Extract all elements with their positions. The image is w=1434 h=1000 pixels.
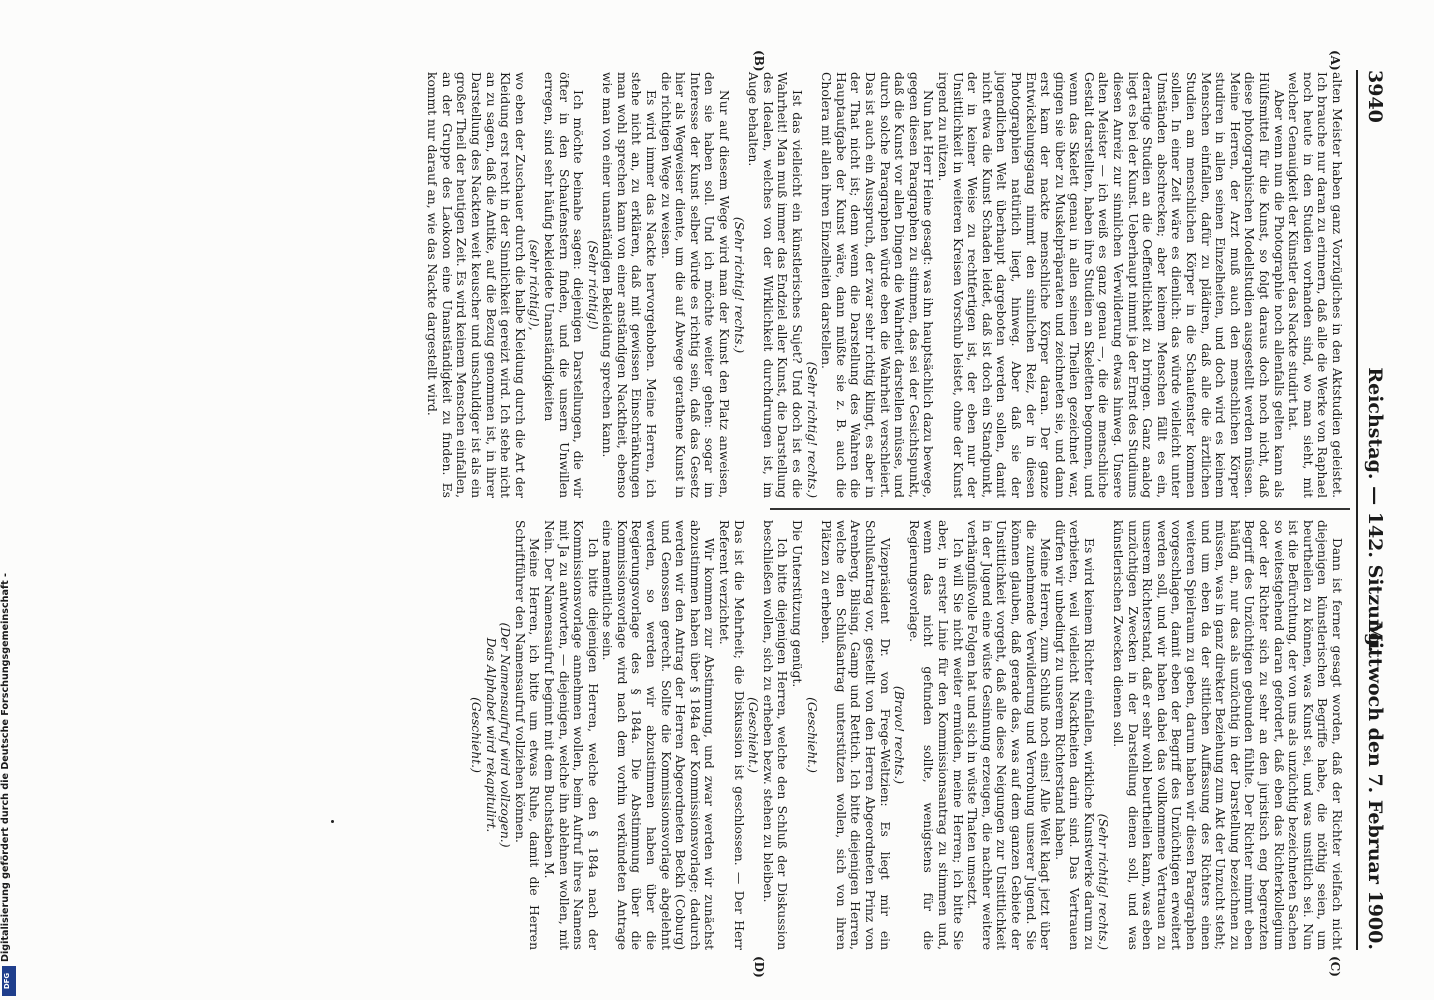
margin-marker-d: (D) bbox=[752, 956, 766, 978]
left-column-paragraph: (sehr richtig!), bbox=[527, 239, 542, 331]
header-rule bbox=[1356, 70, 1358, 950]
left-column-paragraph: Ist das vielleicht ein künstlerisches Sujet? Und doch ist es die Wahrheit! Man muß immer das Endziel aller Kunst, die Darstellung des Idealen, welches von der Wirklichkeit durchdrungen ist, im Auge behalten. bbox=[746, 72, 805, 498]
margin-marker-a: (A) bbox=[1328, 50, 1342, 71]
left-column-paragraph: Nur auf diesem Wege wird man der Kunst den Platz anweisen, den sie haben soll. Und ich möchte weiter gehen: sogar im Interesse der Kunst selber würde es richtig sein, daß das Gesetz hier als Wegweiser diente, um die auf Abwege gerathene Kunst in die richtigen Wege zu weisen. bbox=[658, 72, 732, 498]
page-number: 3940 bbox=[1364, 70, 1386, 123]
left-column-paragraph: Nun hat Herr Heine gesagt: was ihn hauptsächlich dazu bewege, gegen diesen Paragraphen zu stimmen, das sei der Gesichtspunkt, daß die Kunst vor allen Dingen die Wahrheit darstellen müsse, und durch solche Paragraphen würde eben die Wahrheit verschleiert. Das ist auch ein Ausspruch, der zwar sehr richtig klingt, es aber in der That nicht ist; denn wenn die Darstellung des Wahren die Hauptaufgabe der Kunst wäre, dann müßte sie z. B. auch die Cholera mit allen ihren Einzelheiten darstellen. bbox=[819, 72, 936, 498]
logo-text: DFG bbox=[3, 972, 11, 990]
header-title: Reichstag. — 142. Sitzung. bbox=[1364, 367, 1386, 653]
left-column-paragraph: Es wird immer das Nackte hervorgehoben. Meine Herren, ich stehe nicht an, zu erklären, daß mit gewissen Einschränkungen man wohl sprechen kann von einer anständigen Nacktheit, ebenso wie man von einer unanständigen Bekleidung sprechen kann. bbox=[600, 72, 659, 498]
footer-side-text: Digitalisierung gefördert durch die Deutsche Forschungsgemeinschaft - bbox=[0, 572, 11, 962]
footer-side bbox=[0, 572, 14, 962]
right-column-paragraph: Die Unterstützung genügt. bbox=[790, 520, 805, 688]
margin-marker-b: (B) bbox=[752, 50, 766, 72]
right-column bbox=[468, 520, 1344, 950]
right-column-paragraph: Meine Herren, zum Schluß noch eins! Alle Welt klagt jetzt über die zunehmende Verwilderung und Verrohung unserer Jugend. Sie können glauben, daß gerade das, was auf dem ganzen Gebiete der Unsittlichkeit vorgeht, daß alle diese Neigungen zur Unsittlichkeit in der Jugend eine wüste Gesinnung erzeugen, die nachher weitere verhängnißvolle Folgen hat und sich in wüste Thaten umsetzt. bbox=[965, 520, 1053, 950]
right-column-paragraph: Das Alphabet wird rekapitulirt. bbox=[483, 637, 498, 833]
right-column-paragraph: Ich bitte diejenigen Herren, welche den Schluß der Diskussion beschließen wollen, sich zu erheben bezw. stehen zu bleiben. bbox=[760, 520, 790, 950]
left-column bbox=[425, 72, 1344, 498]
right-column-paragraph: (Geschieht.) bbox=[746, 697, 761, 773]
right-column-paragraph: Dann ist ferner gesagt worden, daß der Richter vielfach nicht diejenigen künstlerischen Begriffe habe, die nöthig seien, um beurtheilen zu können, was Kunst sei, und was unsittlich sei. Nun ist die Befürchtung, der von uns als unzüchtig bezeichneten Sachen so weitestgehend daran gefordert, daß eben das Richterkollegium oder der Richter sich zu sehr an den juristisch eng begrenzten Begriff des Unzüchtigen gebunden fühlte. Der Richter nimmt eben häufig an, nur das als unzüchtig in der Darstellung bezeichnen zu müssen, was in ganz direkter Beziehung zum Akt der Unzucht steht; und um eben da der sittlichen Auffassung des Richters einen weiteren Spielraum zu geben, darum haben wir diesen Paragraphen vorgeschlagen, damit eben der Begriff des Unzüchtigen erweitert werden soll, und wir haben dabei das vollkommene Vertrauen zu unserem Richterstand, daß er sehr wohl beurtheilen kann, was eben unzüchtigen Zwecken in der Darstellung dienen soll, und was künstlerischen Zwecken dienen soll. bbox=[1111, 520, 1344, 950]
left-column-paragraph: Ich möchte beinahe sagen: diejenigen Darstellungen, die wir öfter in den Schaufenstern finden, und die unsern Unwillen erregen, sind sehr häufig bekleidete Unanständigkeiten bbox=[541, 72, 586, 498]
right-column-paragraph: Wir kommen zur Abstimmung, und zwar werden wir zunächst abzustimmen haben über § 184a der Kommissionsvorlage; dadurch werden wir den Antrag der Herren Abgeordneten Beckh (Coburg) und Genossen gerecht. Sollte die Kommissionsvorlage abgelehnt werden, so werden wir abzustimmen haben über die Regierungsvorlage des § 184a. Die Abstimmung über die Kommissionsvorlage wird nach dem vorhin verkündeten Antrage eine namentliche sein. bbox=[600, 520, 717, 950]
right-column-paragraph: Meine Herren, ich bitte um etwas Ruhe, damit die Herren Schriftführer den Namensaufruf vollziehen können. bbox=[512, 520, 542, 950]
left-column-paragraph: alten Meister haben ganz Vorzügliches in den Aktstudien geleistet. Ich brauche nur daran zu erinnern, daß alle die Werke von Raphael noch heute in den Studien vorhanden sind, wo man sieht, mit welcher Genauigkeit der Künstler das Nackte studirt hat. bbox=[1286, 72, 1344, 498]
right-column-paragraph: Vizepräsident Dr. von Frege-Weltzien: Es liegt mir ein Schlußantrag vor, gestellt von den Herren Abgeordneten Prinz von Arenberg, Bilsing, Gamp und Rettich. Ich bitte diejenigen Herren, welche den Schlußantrag unterstützen wollen, sich von ihren Plätzen zu erheben. bbox=[819, 520, 892, 950]
left-column-paragraph: wo eben der Zuschauer durch die halbe Kleidung durch die Art der Kleidung erst recht in der Sinnlichkeit gereizt wird. Ich stehe nicht an zu sagen, daß die Antike, auf die Bezug genommen ist, in ihrer Darstellung des Nackten weit keuscher und unschuldiger ist als ein großer Theil der heutigen Zeit. Es wird keinem Menschen einfallen, an der Gruppe des Laokoon eine Unanständigkeit zu finden. Es kommt nur darauf an, wie das Nackte dargestellt wird. bbox=[425, 72, 527, 498]
left-column-paragraph: (Sehr richtig! rechts.) bbox=[804, 361, 819, 498]
right-column-paragraph: (Geschieht.) bbox=[804, 697, 819, 773]
right-column-paragraph: (Sehr richtig! rechts.) bbox=[1096, 813, 1111, 950]
dfg-logo-icon bbox=[2, 966, 16, 996]
right-column-paragraph: Ich bitte diejenigen Herren, welche den § 184a nach der Kommissionsvorlage annehmen wollen, beim Aufruf ihres Namens mit Ja zu antworten, — diejenigen, welche ihn ablehnen wollen, mit Nein. Der Namensaufruf beginnt mit dem Buchstaben M. bbox=[541, 520, 600, 950]
left-column-paragraph: (Sehr richtig!) bbox=[585, 240, 600, 330]
right-column-paragraph: (Geschieht.) bbox=[468, 697, 483, 773]
left-column-paragraph: Aber wenn nun die Photographie noch allenfalls gelten kann als Hülfsmittel für die Kunst, so folgt daraus doch noch nicht, daß diese photographischen Modellstudien ausgestellt werden müssen. Meine Herren, der Arzt muß auch den menschlichen Körper studiren in allen seinen Einzelheiten, und doch wird es keinem Menschen einfallen, dafür zu plädiren, daß alle die ärztlichen Studien am menschlichen Körper in die Schaufenster kommen sollen. In einer Zeit wäre es dienlich: das würde vielleicht unter Umständen abschrecken; aber keinem Menschen fällt es ein, derartige Studien an die Oeffentlichkeit zu bringen. Ganz analog liegt es bei der Kunst. Ueberhaupt nimmt ja der Ernst des Studiums diesen Anreiz zur sinnlichen Verwilderung etwas hinweg. Unsere alten Meister — ich weiß es ganz genau —, die die menschliche Gestalt darstellten, haben ihre Studien an Skeletten begonnen, und wenn das Skelett genau in allen seinen Theilen gezeichnet war, gingen sie über zu Muskelpräparaten und zeichneten sie, und dann erst kam der nackte menschliche Körper daran. Der ganze Entwickelungsgang nimmt den sinnlichen Reiz, der in diesen Photographien natürlich liegt, hinweg. Aber daß sie der jugendlichen Welt überhaupt dargeboten werden sollen, damit nicht etwa die Kunst Schaden leidet, daß ist doch ein Standpunkt, der in keiner Weise zu rechtfertigen ist, der eben nur der Unsittlichkeit in weiteren Kreisen Vorschub leistet, ohne der Kunst irgend zu nützen. bbox=[935, 72, 1286, 498]
left-column-paragraph: (Sehr richtig! rechts.) bbox=[731, 216, 746, 354]
header-date: Mittwoch den 7. Februar 1900. bbox=[1364, 620, 1386, 950]
right-column-paragraph: Ich will Sie nicht weiter ermüden, meine Herren; ich bitte Sie aber, in erster Linie für den Kommissionsantrag zu stimmen und, wenn das nicht gefunden sollte, wenigstens für die Regierungsvorlage. bbox=[906, 520, 965, 950]
column-divider bbox=[770, 508, 1350, 510]
right-column-paragraph: Das ist die Mehrheit; die Diskussion ist geschlossen. — Der Herr Referent verzichtet. bbox=[717, 520, 746, 950]
ink-spot bbox=[331, 820, 334, 823]
right-column-paragraph: (Bravo! rechts.) bbox=[892, 685, 907, 785]
right-column-paragraph: Es wird keinem Richter einfallen, wirkliche Kunstwerke darum zu verbieten, weil vielleicht Nacktheiten darin sind. Das Vertrauen dürfen wir unbedingt zu unserem Richterstand haben. bbox=[1052, 520, 1096, 950]
page-header bbox=[1354, 70, 1394, 950]
margin-marker-c: (C) bbox=[1328, 956, 1342, 977]
right-column-paragraph: (Der Namensaufruf wird vollzogen.) bbox=[498, 622, 513, 848]
